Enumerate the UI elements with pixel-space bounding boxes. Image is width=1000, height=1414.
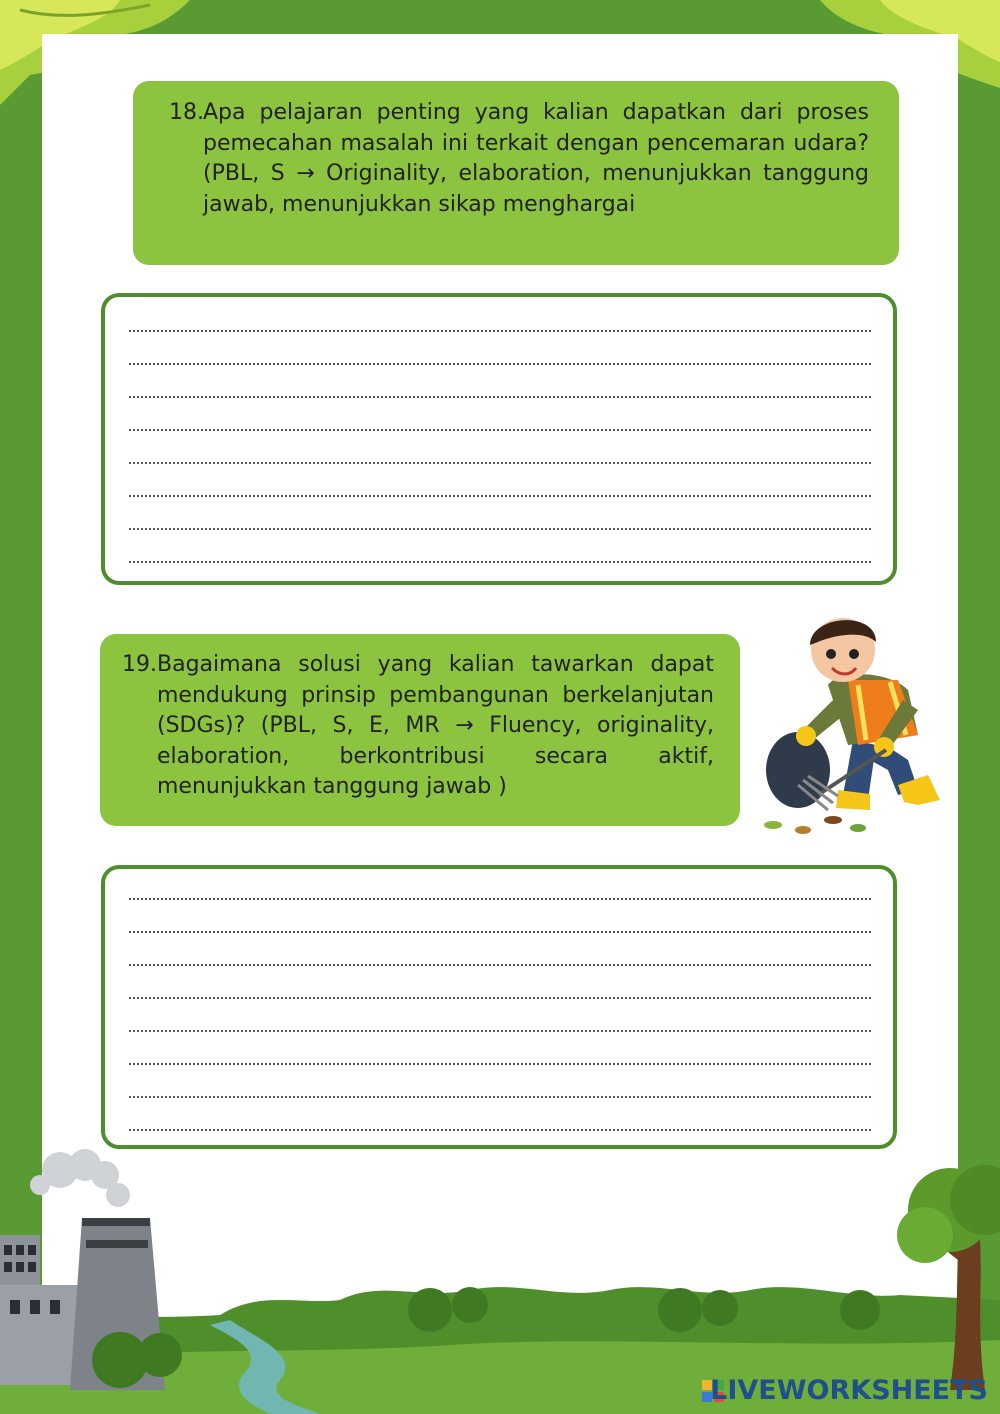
answer-line: [129, 528, 871, 530]
question-text: Bagaimana solusi yang kalian tawarkan dapat mendukung prinsip pembangunan berkelanjutan (SDGs)? (PBL, S, E, MR → Fluency, originality, elaboration, berkontribusi secara aktif, menunjukkan tanggung jawab ): [157, 652, 714, 799]
boy-collecting-leaves-illustration: [758, 610, 948, 840]
answer-line: [129, 561, 871, 563]
answer-line: [129, 429, 871, 431]
answer-line: [129, 1096, 871, 1098]
question-18-box: [133, 81, 899, 265]
answer-line: [129, 1063, 871, 1065]
answer-line: [129, 964, 871, 966]
answer-line: [129, 495, 871, 497]
answer-19-field[interactable]: [101, 865, 897, 1149]
answer-line: [129, 363, 871, 365]
question-number: 19.: [122, 652, 157, 677]
question-text: Apa pelajaran penting yang kalian dapatkan dari proses pemecahan masalah ini terkait dengan pencemaran udara? (PBL, S → Originality, elaboration, menunjukkan tanggung jawab, menunjukkan sikap menghargai: [203, 100, 869, 217]
question-19-box: [100, 634, 740, 826]
answer-line: [129, 1129, 871, 1131]
answer-line: [129, 396, 871, 398]
answer-18-field[interactable]: [101, 293, 897, 585]
landscape-illustration: [0, 1140, 1000, 1414]
question-number: 18.: [169, 100, 204, 125]
answer-line: [129, 898, 871, 900]
answer-line: [129, 1030, 871, 1032]
answer-line: [129, 997, 871, 999]
answer-line: [129, 330, 871, 332]
liveworksheets-logo[interactable]: LIVEWORKSHEETS: [710, 1375, 988, 1406]
smoke: [30, 1149, 130, 1207]
answer-line: [129, 462, 871, 464]
answer-line: [129, 931, 871, 933]
